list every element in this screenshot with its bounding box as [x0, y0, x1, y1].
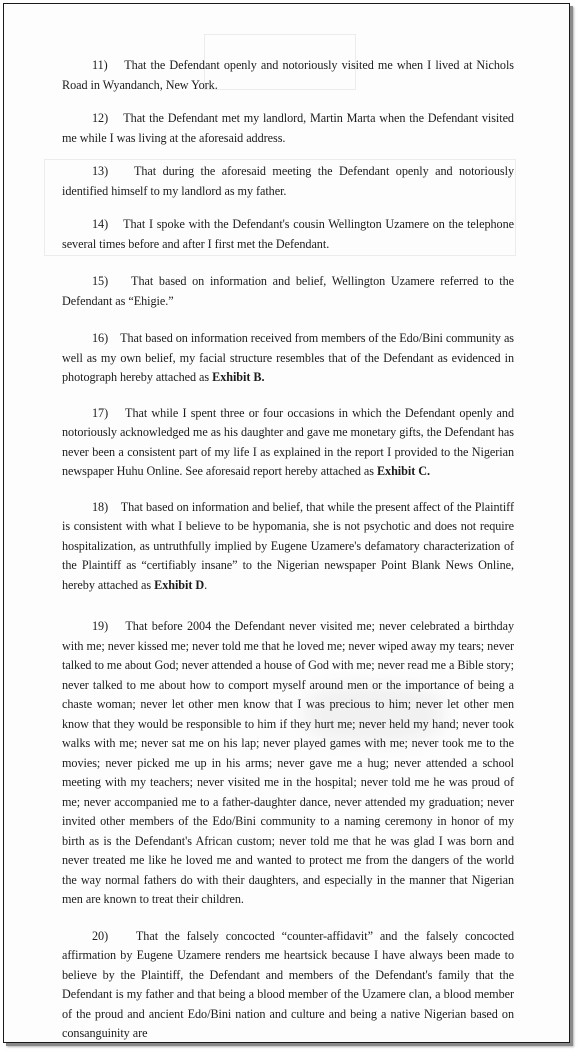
paragraph-12: 12) That the Defendant met my landlord, Martin Marta when the Defendant visited me while I was living at the aforesaid address.	[62, 111, 514, 145]
document-page	[3, 3, 570, 1043]
paragraph-16: 16) That based on information received from members of the Edo/Bini community as well as my own belief, my facial structure resembles that of the Defendant as evidenced in photograph hereby attached as Exhibit B.	[62, 331, 514, 384]
paragraph-14: 14) That I spoke with the Defendant's cousin Wellington Uzamere on the telephone several times before and after I first met the Defendant.	[62, 217, 514, 251]
paragraph-11: 11) That the Defendant openly and notoriously visited me when I lived at Nichols Road in Wyandanch, New York.	[62, 58, 514, 92]
paragraph-17: 17) That while I spent three or four occasions in which the Defendant openly and notoriously acknowledged me as his daughter and gave me monetary gifts, the Defendant has never been a consistent part of my life I as explained in the report I provided to the Nigerian newspaper Huhu Online. See aforesaid report hereby attached as Exhibit C.	[62, 405, 514, 478]
exhibit-d-label: Exhibit D	[154, 577, 205, 592]
paragraph-20: 20) That the falsely concocted “counter-affidavit” and the falsely concocted affirmation by Eugene Uzamere renders me heartsick because I have always been made to believe by the Plaintiff, the Defendant and members of the Defendant's family that the Defendant is my father and that being a blood member of the Uzamere clan, a blood member of the proud and ancient Edo/Bini nation and culture and being a native Nigerian based on consanguinity are	[62, 928, 514, 1040]
exhibit-c-label: Exhibit C.	[376, 464, 430, 478]
paragraph-18: 18) That based on information and belief, that while the present affect of the Plaintiff is consistent with what I believe to be hypomania, she is not psychotic and does not require hospitalization, as untruthfully implied by Eugene Uzamere's defamatory characterization of the Plaintiff as “certifiably insane” to the Nigerian newspaper Point Blank News Online, hereby attached as Exhibit D.	[62, 499, 514, 592]
paragraph-19: 19) That before 2004 the Defendant never visited me; never celebrated a birthday with me; never kissed me; never told me that he loved me; never wiped away my tears; never talked to me about God; never attended a house of God with me; never read me a Bible story; never talked to me about how to comport myself around men or the importance of being a chaste woman; never let other men know that I was precious to him; never let other men know that they would be responsible to him if they hurt me; never held my hand; never took walks with me; never sat me on his lap; never played games with me; never took me to the movies; never picked me up in his arms; never gave me a hug; never attended a school meeting with my teachers; never visited me in the hospital; never told me he was proud of me; never accompanied me to a father-daughter dance, never attended my graduation; never invited other members of the Edo/Bini community to a naming ceremony in honor of my birth as is the Defendant's African custom; never told me that he was glad I was born and never treated me like he loved me and wanted to protect me from the dangers of the world the way normal fathers do with their daughters, and especially in the manner that Nigerian men are known to treat their children.	[62, 619, 514, 906]
exhibit-b-label: Exhibit B.	[212, 370, 265, 384]
paragraph-15: 15) That based on information and belief, Wellington Uzamere referred to the Defendant as “Ehigie.”	[62, 274, 514, 308]
affidavit-body	[62, 56, 514, 1043]
paragraph-13: 13) That during the aforesaid meeting the Defendant openly and notoriously identified himself to my landlord as my father.	[62, 164, 514, 198]
